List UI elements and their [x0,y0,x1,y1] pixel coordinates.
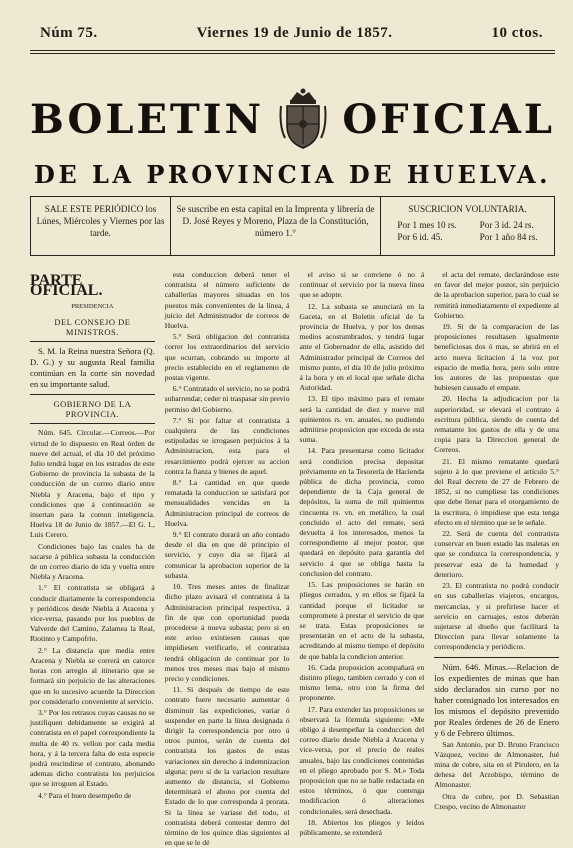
paragraph: 6.° Contratado el servicio, no se podrá subarrendar, ceder ni traspasar sin previo permiso del Gobierno. [164,384,290,414]
paragraph: 2.° La distancia que media entre Aracena y Niebla se correrá en catorce horas con arreglo al itinerario que se formará sin perjuicio de las alteraciones que en lo sucesivo acuerde la Direccion por considerarlo conveniente al servicio. [30,645,155,706]
top-rule [30,50,555,51]
paragraph: 20. Hecha la adjudicacion por la superioridad, se elevará el contrato á escritura pública, siendo de cuenta del rematante los gastos de ella y de una copia para la Direccion general de Correos. [434,394,559,455]
paragraph: 22. Será de cuenta del contratista conservar en buen estado las maletas en que se conduzca la correspondencia, y preservar esta de la humedad y deterioro. [434,529,559,579]
paragraph: 18. Abiertos los pliegos y leidos públicamente, se extenderá [299,817,425,837]
masthead-subtitle: DE LA PROVINCIA DE HUELVA. [34,160,551,189]
mines-notice: Núm. 646. Minas.—Relacion de los expedientes de minas que han sido declarados sin curso por no haber consignado los interesados en los mismos el depósito prevenido por Reales órdenes de 26 de Enero y 6 de Febrero últimos. [434,661,559,738]
coat-of-arms-icon [277,86,329,152]
subscription-price-cell [381,197,554,255]
paragraph: 15. Las proposiciones se harán en pliegos cerrados, y en ellos se fijará la cantidad porque el licitador se compromete á prestar el servicio de que se trata. Estas proposiciones se presentarán en el acto de la subasta, acreditando al mismo tiempo el depósito de que habla la condicion anterior. [299,580,425,661]
paragraph: 11. Si después de tiempo de este contrato fuere necesario aumentar ó disminuir las expediciones, variar ó suspender en parte la línea designada ó dirigir la correspondencia por otro ú otros puntos, serán de cuenta del contratista los gastos de estas variaciones sin derecho á indemnizacion alguna; pero si de la variacion resultare aumento de distancia, el Gobierno determinará el abono por cuenta del Estado de lo que corresponda á prorata. Si la línea se variase del todo, el contratista deberá contestar dentro del término de los quince dias siguientes al en que se le dé [164,685,290,848]
column-3 [299,270,425,837]
paragraph: el aviso si se conviene ó no á continuar el servicio por la nueva línea que se adopte. [299,270,425,300]
paragraph: 7.° Si por faltar el contratista á cualquiera de las condiciones estipuladas se irrogasen perjuicios á la Administracion, esta para el resarcimiento podrá ejercer su accion contra la fianza y bienes de aquel. [164,415,290,476]
paragraph: esta conduccion deberá tener el contratista el número suficiente de caballerías mayores situadas en los puestos más convenientes de la línea, á juicio del Administrador de correos de Huelva. [164,270,290,331]
paragraph: 3.° Por los retrasos cuyas causas no se justifiquen debidamente se exigirá al contratista en el papel correspondiente la multa de 40 rs. vellon por cada media hora, y á la tercera falta de esta especie podrá rescindirse el contrato, abonando ademas dicho contratista los perjuicios que se irroguen al Estado. [30,707,155,789]
paragraph: 23. El contratista no podrá conducir en sus caballerías viajeros, encargos, mercancías, y si prefiriese hacer el servicio en carruajes, estos deberán sujetarse al diseño que facilitará la Direccion para llevar solamente la correspondencia y periódicos. [434,581,559,652]
paragraph: 1.° El contratista se obligará á conducir diariamente la correspondencia y periódicos desde Niebla á Aracena y vice-versa, pasando por los pueblos de Valverde del Camino, Zalamea la Real, Riotinto y Campofrio. [30,583,155,644]
paragraph: 5.° Será obligacion del contratista correr los extraordinarios del servicio que ocurran, cobrando su importe al precio establecido en el reglamento de postas vigente. [164,332,290,383]
price-6-months: Por 6 id. 45. [397,232,443,242]
divider [30,394,155,395]
column-4 [434,270,559,811]
paragraph: 4.° Para el buen desempeño de [38,790,132,800]
presidency-heading: PRESIDENCIA [71,303,114,311]
column-1 [30,270,155,800]
issue-price: 10 ctos. [491,25,543,41]
masthead-left-word: BOLETIN [30,95,265,143]
section-title: PARTE OFICIAL. [30,272,103,300]
paragraph: el acta del remate, declarándose este en favor del mejor postor, sin perjuicio de la aprobacion superior, para lo cual se remitirá inmediatamente el expediente al Gobierno. [434,270,559,320]
paragraph: 8.° La cantidad en que quede rematada la conduccion se satisfará por mensualidades vencidas en la Administracion principal de correos de Huelva. [164,478,290,528]
column-2 [164,270,290,848]
periodicity-cell: SALE ESTE PERIÓDICO los Lúnes, Miércoles y Viernes por las tarde. [31,197,171,255]
divider [434,657,559,658]
text-columns [30,270,559,848]
paragraph: Condiciones bajo las cuales ha de sacarse á pública subasta la conducción de un correo diario de ida y vuelta entre Niebla y Aracena. [30,541,155,582]
paragraph: 10. Tres meses antes de finalizar dicho plazo avisará el contratista á la Administracion principal respectiva, á fin de que con oportunidad pueda procederse á nueva subasta; pero si en este aviso existiesen causas que impidiesen verificarlo, el contratista tendrá obligacion de continuar por lo menos tres meses mas bajo el mismo precio y condiciones. [164,582,290,683]
government-heading: GOBIERNO DE LA PROVINCIA. [53,399,132,420]
paragraph: Núm. 645. Circular.—Correos.—Por virtud de lo dispuesto en Real órden de nueve del actual, el día 10 del próximo Julio tendrá lugar en los estrados de este Gobierno de provincia la subasta de la conducción de un correo diario entre Niebla y Aracena, bajo el tipo y condiciones que á continuación se insertan para la comun inteligencia. Huelva 18 de Junio de 1857.—El G. I., Luis Cerero. [30,428,155,540]
council-heading: DEL CONSEJO DE MINISTROS. [54,316,131,337]
paragraph: San Antonio, por D. Bruno Francisco Vázquez, vecino de Almonaster, fué mina de cobre, sita en el Pirulero, en la dehesa del Arzobispo, término de Almonaster. [434,739,559,790]
paragraph: 14. Para presentarse como licitador será condicion precisa depositar préviamente en la Tesorería de Hacienda pública de dicha provincia, como dependiente de la Caja general de depósitos, la suma de mil quinientos cincuenta rs. vn. en metálico, la cual concluido el acto del remate, será devuelta á los interesados, menos la correspondiente al mejor postor, que quedará en depósito para garantía del servicio á que se obliga hasta la conclusion del contrato. [299,446,425,578]
paragraph: Otra de cobre, por D. Sebastian Crespo, vecino de Almonaster [434,791,559,811]
paragraph: 12. La subasta se anunciará en la Gaceta, en el Boletin oficial de la provincia de Huelva, y por los demas medios acostumbrados, y tendrá lugar ante el Gobernador de ella, asistido del Administrador principal de Correos del mismo punto, el dia 10 de julio próximo á la hora y en el local que señale dicha Autoridad. [299,301,425,393]
paragraph: 19. Si de la comparacion de las proposiciones resultasen igualmente beneficiosas dos ó mas, se abrirá en el acto nueva licitacion á la voz por espacio de media hora, pero solo entre los autores de las propuestas que hubiesen causado el empate. [434,322,559,393]
issue-date: Viernes 19 de Junio de 1857. [196,25,393,41]
price-list [386,219,549,243]
royal-notice: S. M. la Reina nuestra Señora (Q. D. G.) y su augusta Real familia continúan en la corte sin novedad en su importante salud. [30,346,155,390]
price-1-month: Por 1 mes 10 rs. [397,220,457,230]
subscription-title: SUSCRICION VOLUNTARIA. [408,204,527,214]
paragraph: 17. Para extender las proposiciones se observará la fórmula siguiente: «Me obligo á desempeñar la conduccion del correo diario desde Niebla á Aracena y vice-versa, por el precio de reales anuales, bajo las condiciones contenidas en el pliego aprobado por S. M.» Toda proposicion que no se halle redactada en estos términos, ó que contenga modificacion ó alteraciones condicionales, será desechada. [299,704,425,816]
info-box [30,196,555,256]
price-1-year: Por 1 año 84 rs. [479,232,538,242]
divider [30,341,155,342]
issue-line [40,25,543,47]
paragraph: 21. El mismo rematante quedará sujeto á lo que previene el artículo 5.° del Real decreto de 27 de Febrero de 1852, si no cumpliese las condiciones que debe llenar para el otorgamiento de la escritura, ó impidiese que esta tenga efecto en el término que se le señale. [434,456,559,527]
paragraph: 13. El tipo máximo para el remate será la cantidad de diez y nueve mil quinientos rs. vn. anuales, no pudiendo admitirse proposicion que exceda de esta suma. [299,394,425,445]
top-rule-thin [30,53,555,54]
price-3-months: Por 3 id. 24 rs. [479,220,534,230]
divider [30,423,155,424]
issue-number: Núm 75. [40,25,98,41]
masthead-right-word: OFICIAL [342,95,555,143]
masthead [30,84,555,154]
subscription-place-cell: Se suscribe en esta capital en la Imprenta y librería de D. José Reyes y Moreno, Plaza de la Constitución, número 1.° [171,197,381,255]
paragraph: 16. Cada proposicion acompañará en distinto pliego, tambien cerrado y con el mismo lema, otro con la firma del proponente. [299,662,425,703]
paragraph: 9.° El contrato durará un año contado desde el dia en que dé principio el servicio, y cuyo dia se fijará al comunicar la aprobacion superior de la subasta. [164,530,290,580]
